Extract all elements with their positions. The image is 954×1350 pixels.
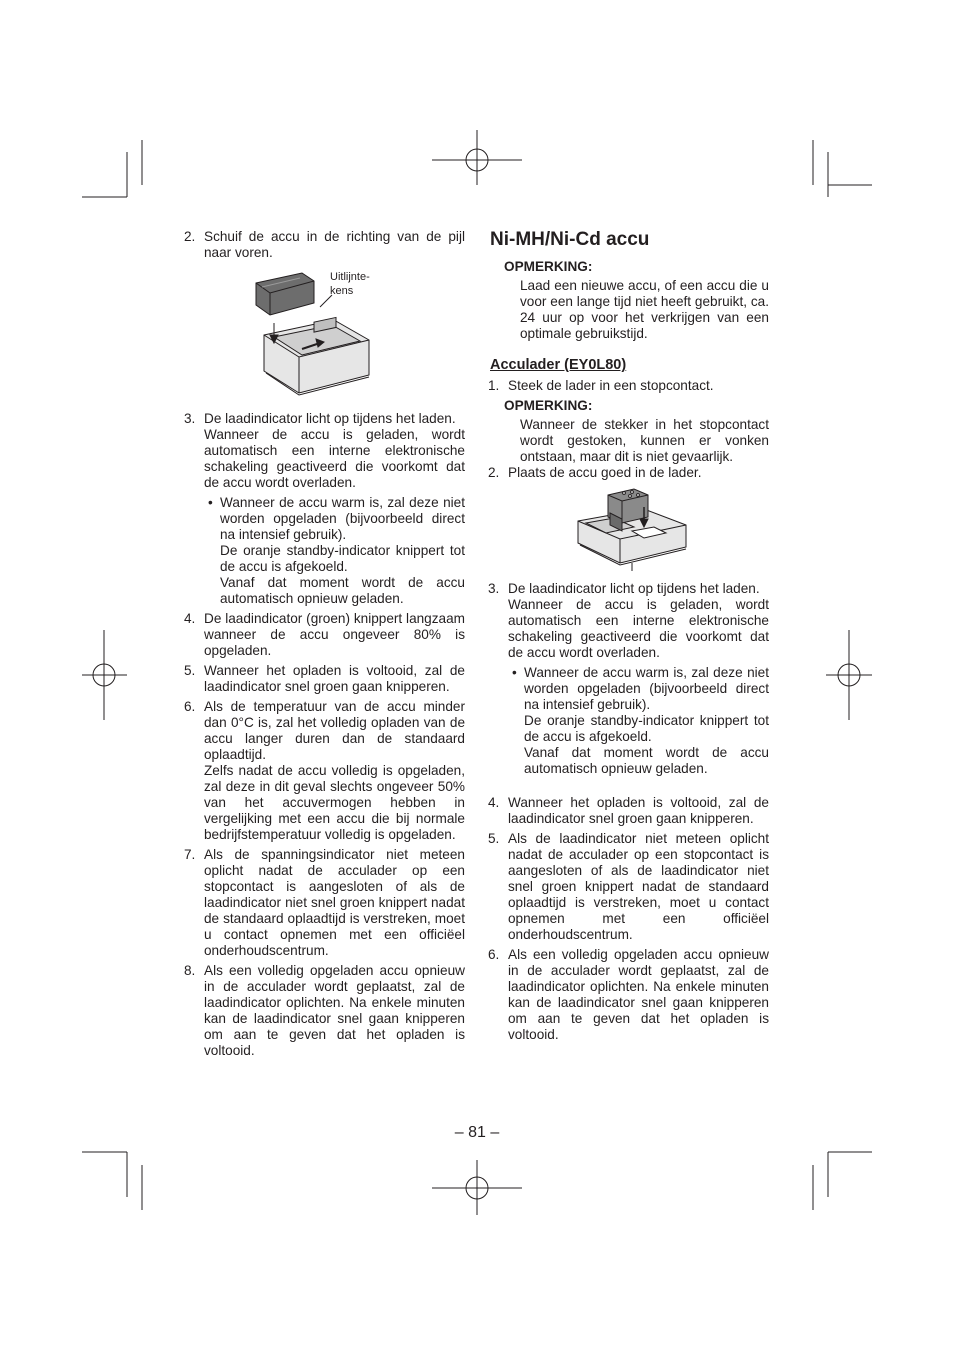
item-number: 4. bbox=[184, 611, 196, 626]
item-text: De laadindicator licht op tijdens het laden. bbox=[508, 581, 760, 596]
list-item bbox=[488, 465, 769, 481]
list-item bbox=[488, 831, 769, 943]
item-number: 5. bbox=[488, 831, 500, 846]
battery-charger-illustration bbox=[574, 487, 694, 573]
item-text: Als de spanningsindicator niet meteen oplicht nadat de acculader op een stopcontact is aangesloten of als de laadindicator niet snel groen knippert nadat de standaard oplaadtijd is verstreken, moet u contact opnemen met een officiëel onderhoudscentrum. bbox=[204, 847, 465, 958]
item-number: 7. bbox=[184, 847, 196, 862]
bullet-dot: • bbox=[512, 665, 517, 680]
item-text: Schuif de accu in de richting van de pijl naar voren. bbox=[204, 229, 465, 260]
bullet-dot: • bbox=[208, 495, 213, 510]
item-text: Steek de lader in een stopcontact. bbox=[508, 378, 714, 393]
item-text: Plaats de accu goed in de lader. bbox=[508, 465, 702, 480]
note-text: Laad een nieuwe accu, of een accu die u voor een lange tijd niet heeft gebruikt, ca. 24 uur op voor het verkrijgen van een optimale gebruikstijd. bbox=[520, 278, 769, 341]
note-text: Wanneer de stekker in het stopcontact wordt gestoken, kunnen er vonken ontstaan, maar dit is niet gevaarlijk. bbox=[520, 417, 769, 464]
item-number: 8. bbox=[184, 963, 196, 978]
bullet-text: Vanaf dat moment wordt de accu automatisch opnieuw geladen. bbox=[524, 745, 769, 776]
item-text: Wanneer het opladen is voltooid, zal de laadindicator snel groen gaan knipperen. bbox=[204, 663, 465, 694]
list-item bbox=[184, 411, 465, 607]
section-heading: Ni-MH/Ni-Cd accu bbox=[490, 229, 650, 250]
item-number: 5. bbox=[184, 663, 196, 678]
item-text: De laadindicator licht op tijdens het laden. bbox=[204, 411, 456, 426]
item-paragraph: Zelfs nadat de accu volledig is opgeladen, zal deze in dit geval slechts ongeveer 50% van het accuvermogen hebben in vergelijking met een accu die bij normale bedrijfstemperatuur volledig is opgeladen. bbox=[204, 763, 465, 842]
bullet-text: Vanaf dat moment wordt de accu automatisch opnieuw geladen. bbox=[220, 575, 465, 606]
figure-battery-slide bbox=[244, 265, 424, 405]
item-text: Als een volledig opgeladen accu opnieuw in de acculader wordt geplaatst, zal de laadindicator oplichten. Na enkele minuten kan de laadindicator snel gaan knipperen om aan te geven dat het opladen is voltooid. bbox=[508, 947, 769, 1042]
item-number: 3. bbox=[488, 581, 500, 596]
item-number: 3. bbox=[184, 411, 196, 426]
bullet-text: De oranje standby-indicator knippert tot de accu is afgekoeld. bbox=[220, 543, 465, 574]
figure-caption: Uitlijnte- bbox=[330, 271, 370, 283]
page-number: – 81 – bbox=[454, 1124, 500, 1141]
note-label: OPMERKING: bbox=[504, 398, 593, 413]
right-column bbox=[488, 229, 769, 1047]
left-column bbox=[184, 229, 465, 1063]
item-number: 2. bbox=[488, 465, 500, 480]
list-item bbox=[184, 699, 465, 843]
item-text: Wanneer het opladen is voltooid, zal de laadindicator snel groen gaan knipperen. bbox=[508, 795, 769, 826]
item-number: 6. bbox=[488, 947, 500, 962]
list-item bbox=[184, 847, 465, 959]
list-item bbox=[184, 229, 465, 261]
bullet-text: Wanneer de accu warm is, zal deze niet worden opgeladen (bijvoorbeeld direct na intensief gebruik). bbox=[220, 495, 465, 542]
list-item bbox=[488, 581, 769, 777]
figure-caption: kens bbox=[330, 285, 354, 297]
item-number: 1. bbox=[488, 378, 500, 393]
bullet-text: De oranje standby-indicator knippert tot de accu is afgekoeld. bbox=[524, 713, 769, 744]
item-paragraph: Wanneer de accu is geladen, wordt automatisch een interne elektronische schakeling geactiveerd die voorkomt dat de accu wordt overladen. bbox=[204, 427, 465, 490]
list-item bbox=[184, 663, 465, 695]
list-item bbox=[488, 378, 769, 394]
bullet-item bbox=[508, 665, 769, 777]
note-label: OPMERKING: bbox=[504, 259, 593, 274]
item-number: 2. bbox=[184, 229, 196, 244]
item-text: Als de laadindicator niet meteen oplicht nadat de acculader op een stopcontact is aangesloten of als de laadindicator niet snel groen knippert nadat de standaard oplaadtijd is verstreken, moet u contact opnemen met een officiëel onderhoudscentrum. bbox=[508, 831, 769, 942]
bullet-text: Wanneer de accu warm is, zal deze niet worden opgeladen (bijvoorbeeld direct na intensief gebruik). bbox=[524, 665, 769, 712]
bullet-item bbox=[204, 495, 465, 607]
item-number: 4. bbox=[488, 795, 500, 810]
item-number: 6. bbox=[184, 699, 196, 714]
item-paragraph: Wanneer de accu is geladen, wordt automatisch een interne elektronische schakeling geactiveerd die voorkomt dat de accu wordt overladen. bbox=[508, 597, 769, 660]
figure-battery-charger bbox=[574, 487, 694, 573]
list-item bbox=[184, 963, 465, 1059]
item-text: Als een volledig opgeladen accu opnieuw in de acculader wordt geplaatst, zal de laadindicator oplichten. Na enkele minuten kan de laadindicator snel gaan knipperen om aan te geven dat het opladen is voltooid. bbox=[204, 963, 465, 1058]
item-text: De laadindicator (groen) knippert langzaam wanneer de accu ongeveer 80% is opgeladen. bbox=[204, 611, 465, 658]
item-text: Als de temperatuur van de accu minder dan 0°C is, zal het volledig opladen van de accu langer duren dan de standaard oplaadtijd. bbox=[204, 699, 465, 762]
list-item bbox=[184, 611, 465, 659]
list-item bbox=[488, 795, 769, 827]
list-item bbox=[488, 947, 769, 1043]
subsection-heading: Acculader (EY0L80) bbox=[490, 357, 627, 373]
